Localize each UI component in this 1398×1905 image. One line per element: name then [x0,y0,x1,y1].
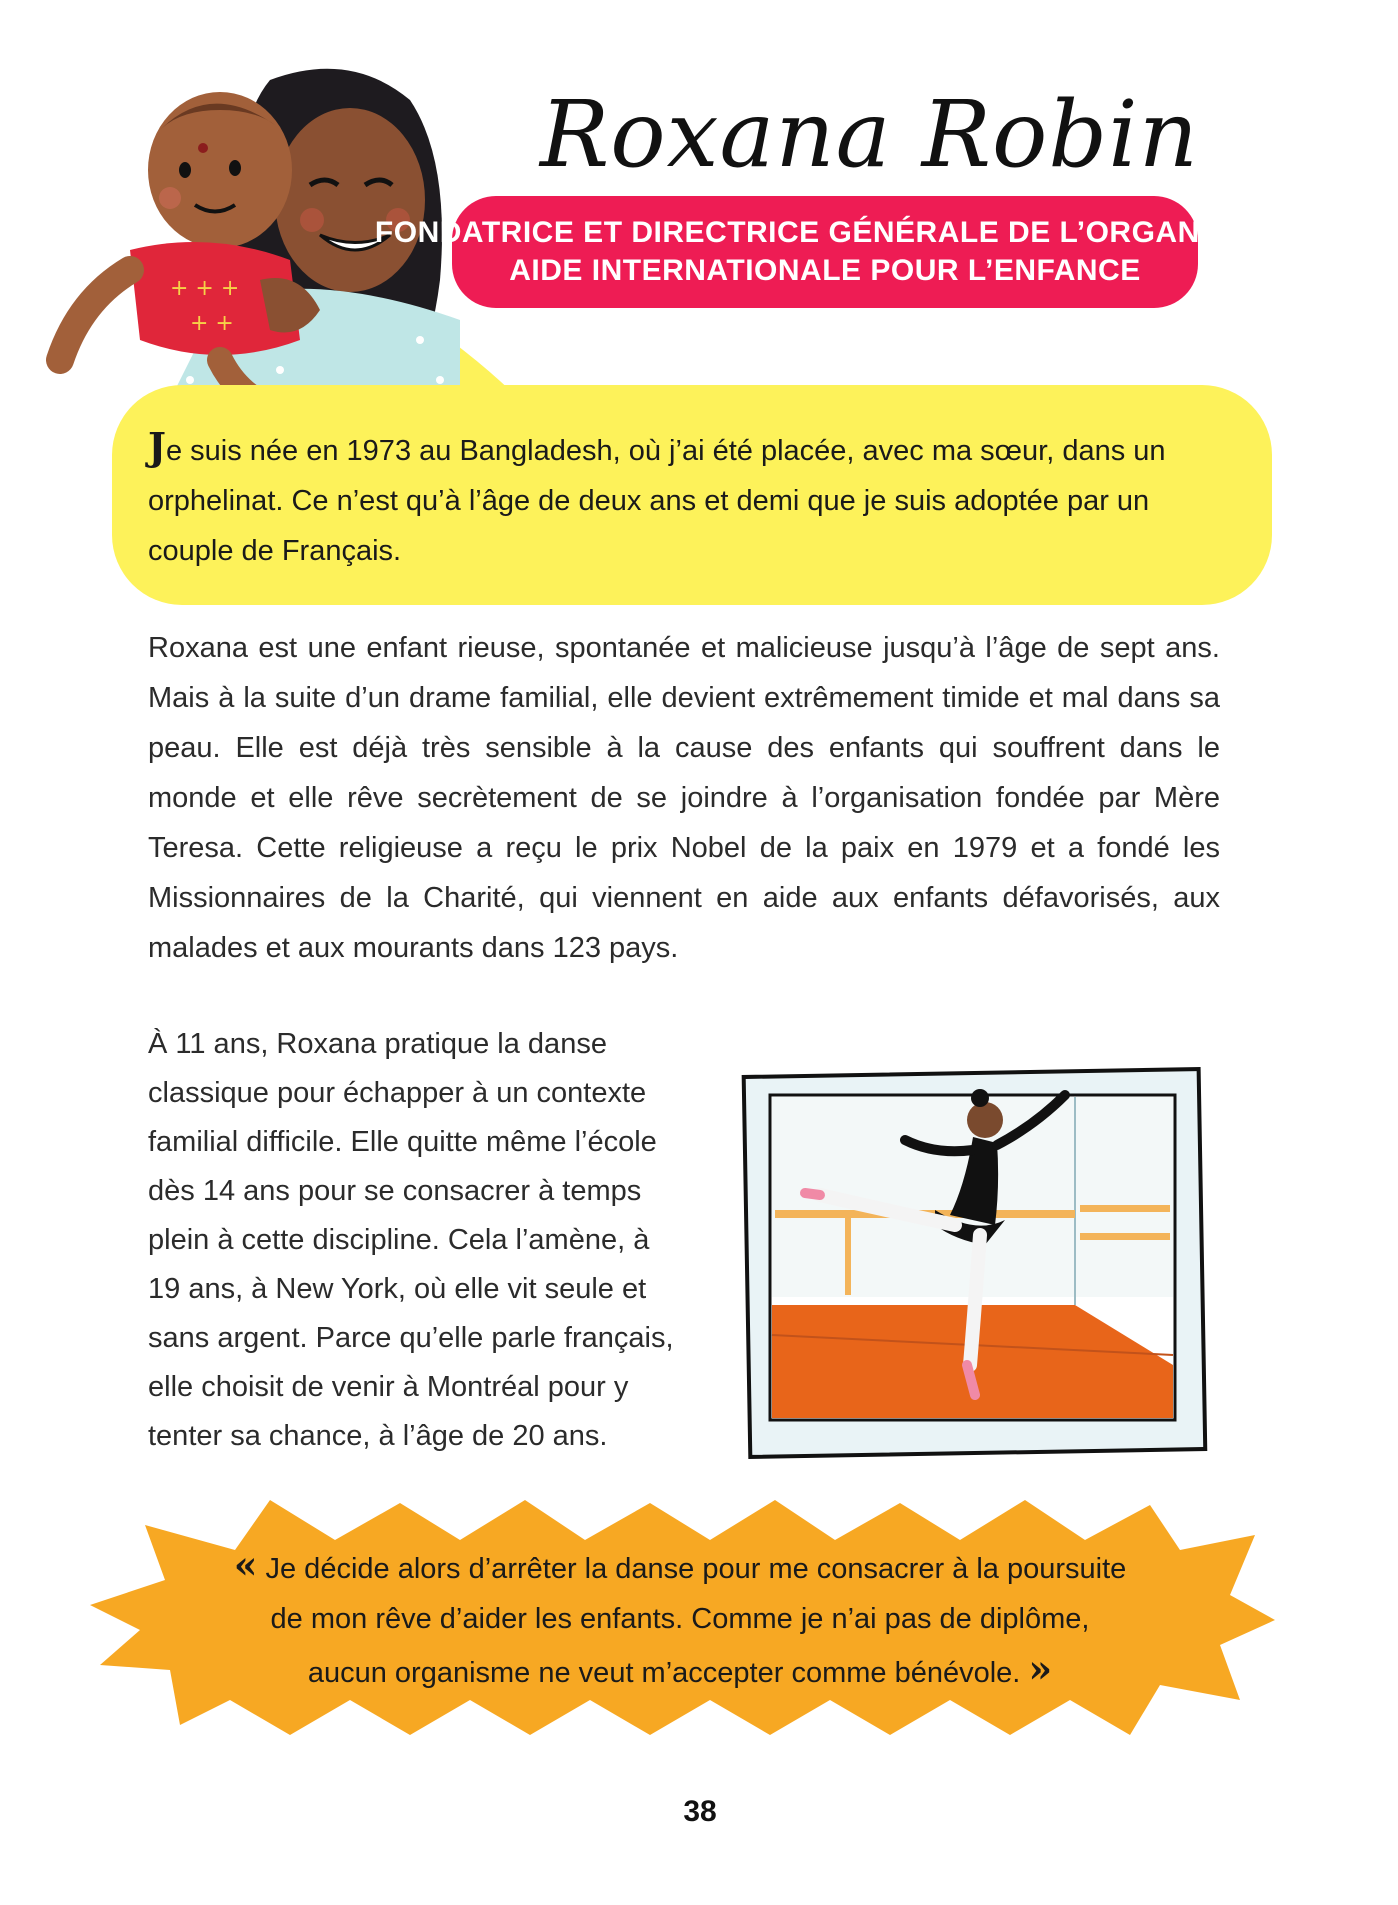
paragraph-2-line: classique pour échapper à un contexte [148,1077,647,1109]
intro-text-body: e suis née en 1973 au Bangladesh, où j’ai été placée, avec ma sœur, dans un orphelinat. Ce n’est qu’à l’âge de deux ans et demi que je suis adoptée par un couple de Français. [148,435,1166,567]
quote-text [160,1540,1200,1698]
role-line-1: FONDATRICE ET DIRECTRICE GÉNÉRALE DE L’ORGANISME [374,216,1276,249]
person-name-title: Roxana Robin [540,81,1199,188]
intro-drop-letter: J [148,424,166,469]
paragraph-2-line: plein à cette discipline. Cela l’amène, à [148,1224,650,1256]
close-quote-mark: » [1028,1646,1053,1691]
intro-text [148,422,1220,576]
role-line-2: AIDE INTERNATIONALE POUR L’ENFANCE [509,254,1141,287]
quote-line-3-text: aucun organisme ne veut m’accepter comme bénévole. [307,1657,1021,1689]
svg-text:+ +: + + [190,311,234,336]
quote-line-1 [160,1540,1200,1594]
quote-line-1-text: Je décide alors d’arrêter la danse pour me consacrer à la poursuite [265,1553,1127,1585]
page-number: 38 [683,1795,717,1828]
ballerina-illustration [735,1065,1215,1465]
paragraph-2 [148,1020,728,1461]
paragraph-2-line: À 11 ans, Roxana pratique la danse [148,1028,607,1060]
paragraph-2-line: 19 ans, à New York, où elle vit seule et [148,1273,647,1305]
paragraph-2-line: tenter sa chance, à l’âge de 20 ans. [148,1420,608,1452]
quote-line-2: de mon rêve d’aider les enfants. Comme je n’ai pas de diplôme, [270,1603,1090,1635]
paragraph-2-line: elle choisit de venir à Montréal pour y [148,1371,629,1403]
svg-text:+ + +: + + + [170,276,240,301]
role-banner [374,196,1276,308]
open-quote-mark: « [233,1542,258,1587]
paragraph-2-line: sans argent. Parce qu’elle parle français, [148,1322,674,1354]
quote-line-3 [160,1644,1200,1698]
paragraph-1: Roxana est une enfant rieuse, spontanée et malicieuse jusqu’à l’âge de sept ans. Mais à la suite d’un drame familial, elle devient extrêmement timide et mal dans sa peau. Elle est déjà très sensible à la cause des enfants qui souffrent dans le monde et elle rêve secrètement de se joindre à l’organisation fondée par Mère Teresa. Cette religieuse a reçu le prix Nobel de la paix en 1979 et a fondé les Missionnaires de la Charité, qui viennent en aide aux enfants défavorisés, aux malades et aux mourants dans 123 pays. [148,632,1220,964]
paragraph-2-line: familial difficile. Elle quitte même l’école [148,1126,657,1158]
paragraph-2-line: dès 14 ans pour se consacrer à temps [148,1175,642,1207]
